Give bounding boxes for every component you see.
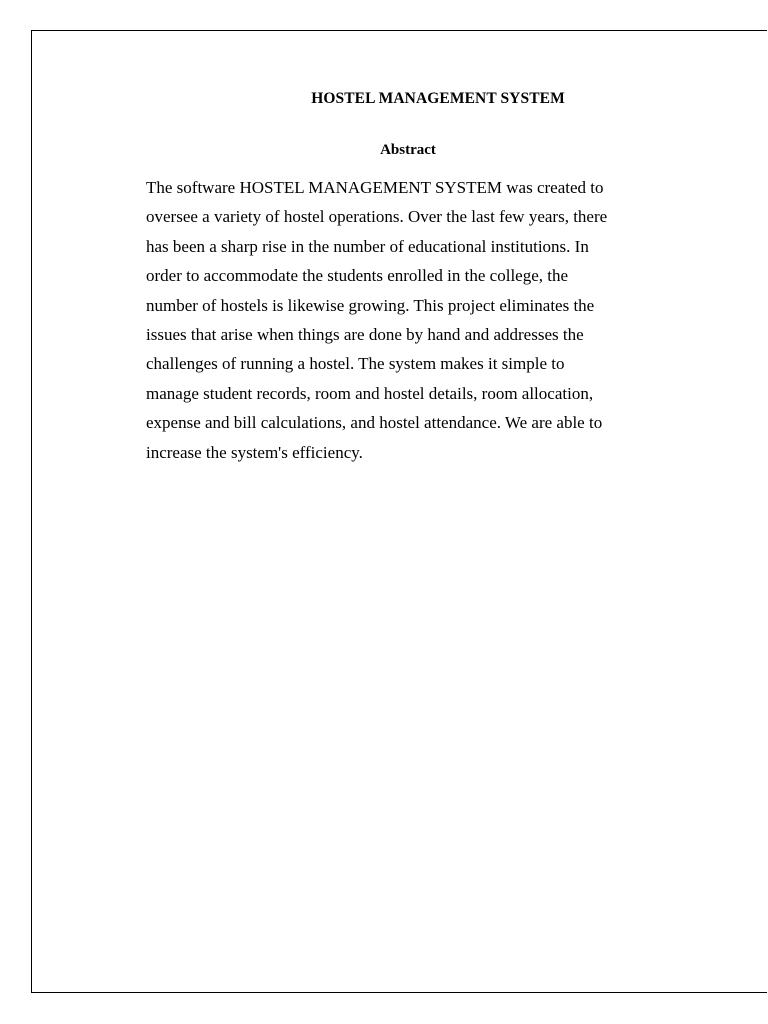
- abstract-paragraph: [146, 173, 666, 467]
- abstract-line: issues that arise when things are done by hand and addresses the: [146, 325, 584, 345]
- abstract-line: challenges of running a hostel. The system makes it simple to: [146, 354, 565, 374]
- abstract-line: The software HOSTEL MANAGEMENT SYSTEM was created to: [146, 178, 604, 197]
- abstract-heading: Abstract: [380, 142, 436, 158]
- abstract-line: expense and bill calculations, and hostel attendance. We are able to: [146, 413, 603, 433]
- document-page: [31, 30, 767, 993]
- document-title: HOSTEL MANAGEMENT SYSTEM: [311, 90, 565, 107]
- abstract-line: number of hostels is likewise growing. This project eliminates the: [146, 295, 595, 315]
- abstract-line: has been a sharp rise in the number of educational institutions. In: [146, 236, 589, 256]
- abstract-line: increase the system's efficiency.: [146, 442, 363, 462]
- abstract-line: oversee a variety of hostel operations. Over the last few years, there: [146, 207, 608, 227]
- abstract-line: manage student records, room and hostel details, room allocation,: [146, 383, 594, 403]
- abstract-line: order to accommodate the students enrolled in the college, the: [146, 266, 569, 286]
